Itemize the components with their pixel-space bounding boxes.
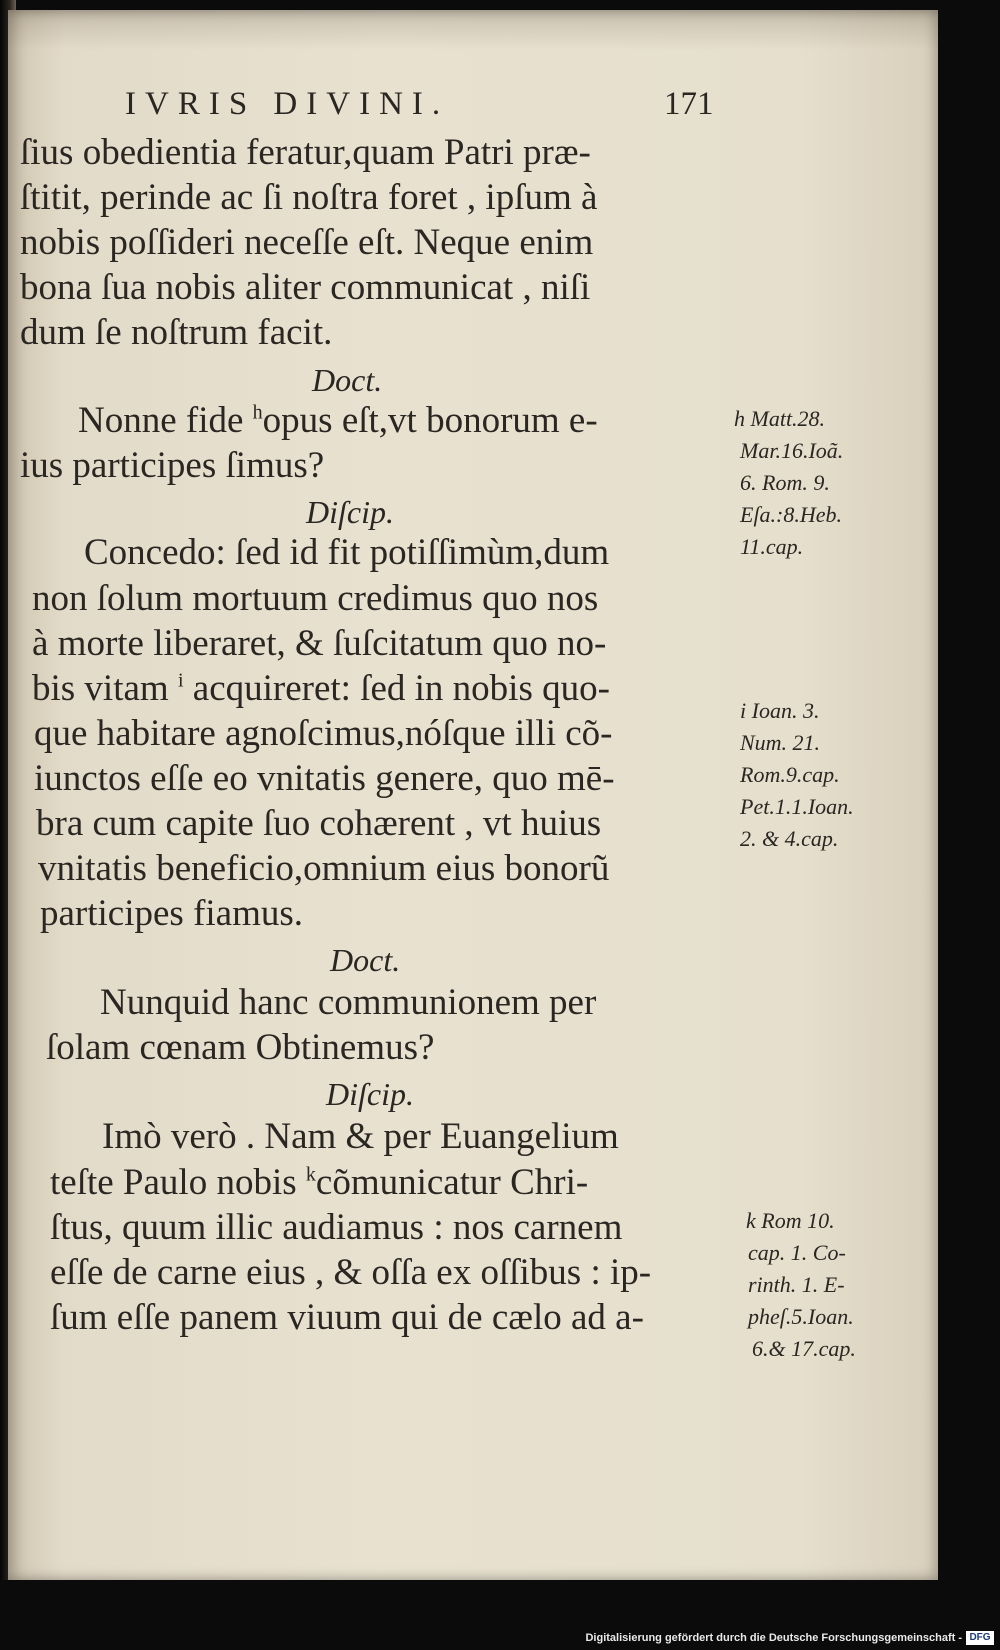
body-line: bona ſua nobis aliter communicat , niſi	[20, 267, 591, 308]
body-line: Imò verò . Nam & per Euangelium	[102, 1116, 619, 1157]
text-span: acquireret: ſed in nobis quo-	[192, 668, 610, 709]
margin-note-line: Eſa.:8.Heb.	[740, 502, 843, 527]
body-line: nobis poſſideri neceſſe eſt. Neque enim	[20, 222, 594, 263]
margin-note-line: rinth. 1. E-	[748, 1272, 845, 1297]
body-line	[32, 666, 610, 712]
text-span: bis vitam	[32, 668, 169, 709]
body-line: bra cum capite ſuo cohærent , vt huius	[36, 803, 602, 844]
body-line: dum ſe noſtrum facit.	[20, 312, 333, 353]
digitization-credit: Digitalisierung gefördert durch die Deutsche Forschungsgemeinschaft -	[585, 1632, 962, 1644]
text-span: Nonne fide	[78, 400, 253, 441]
margin-note-line: k Rom 10.	[746, 1208, 835, 1233]
margin-note-line: 2. & 4.cap.	[740, 826, 839, 851]
body-line: vnitatis beneficio,omnium eius bonorũ	[38, 848, 610, 889]
body-line: Concedo: ſed id fit potiſſimùm,dum	[84, 532, 610, 573]
margin-note-line: pheſ.5.Ioan.	[748, 1304, 854, 1329]
margin-note-line: h Matt.28.	[734, 406, 826, 431]
body-line: ſum eſſe panem viuum qui de cælo ad a-	[50, 1297, 644, 1338]
speaker-heading: Doct.	[330, 942, 401, 978]
speaker-heading: Diſcip.	[306, 494, 394, 530]
body-line	[78, 398, 598, 444]
margin-note-line: 6.& 17.cap.	[752, 1336, 856, 1361]
body-line: ſtitit, perinde ac ſi noſtra foret , ipſum à	[20, 177, 598, 218]
body-line: à morte liberaret, & ſuſcitatum quo no-	[32, 623, 607, 664]
footnote-marker: i	[177, 669, 184, 692]
running-title: IVRIS DIVINI.	[125, 86, 450, 122]
margin-note-line: Mar.16.Ioã.	[740, 438, 844, 463]
body-line: que habitare agnoſcimus,nóſque illi cõ-	[34, 713, 613, 754]
margin-note-line: Pet.1.1.Ioan.	[740, 794, 854, 819]
body-line: Nunquid hanc communionem per	[100, 982, 597, 1023]
body-line: participes fiamus.	[40, 893, 304, 934]
speaker-heading: Doct.	[312, 362, 383, 398]
margin-note-line: cap. 1. Co-	[748, 1240, 846, 1265]
body-line: ius participes ſimus?	[20, 445, 325, 486]
margin-note-line: 11.cap.	[740, 534, 804, 559]
footnote-marker: k	[305, 1163, 316, 1186]
page-shadow	[8, 10, 938, 50]
body-line: eſſe de carne eius , & oſſa ex oſſibus : ip-	[50, 1252, 652, 1293]
body-line: non ſolum mortuum credimus quo nos	[32, 578, 599, 619]
body-line: ſolam cœnam Obtinemus?	[46, 1027, 435, 1068]
body-line: ſtus, quum illic audiamus : nos carnem	[50, 1207, 623, 1248]
body-line: iunctos eſſe eo vnitatis genere, quo mē-	[34, 758, 615, 799]
text-span: teſte Paulo nobis	[50, 1162, 297, 1203]
text-span: opus eſt,vt bonorum e-	[262, 400, 598, 441]
speaker-heading: Diſcip.	[326, 1076, 414, 1112]
text-span: cõmunicatur Chri-	[315, 1162, 589, 1203]
body-line: ſius obedientia feratur,quam Patri præ-	[20, 132, 591, 173]
body-line	[50, 1160, 588, 1206]
page-number: 171	[664, 86, 714, 122]
margin-note-line: i Ioan. 3.	[740, 698, 820, 723]
dfg-logo: DFG	[966, 1631, 994, 1645]
margin-note-line: Rom.9.cap.	[740, 762, 840, 787]
margin-note-line: 6. Rom. 9.	[740, 470, 830, 495]
footnote-marker: h	[252, 401, 263, 424]
margin-note-line: Num. 21.	[740, 730, 821, 755]
